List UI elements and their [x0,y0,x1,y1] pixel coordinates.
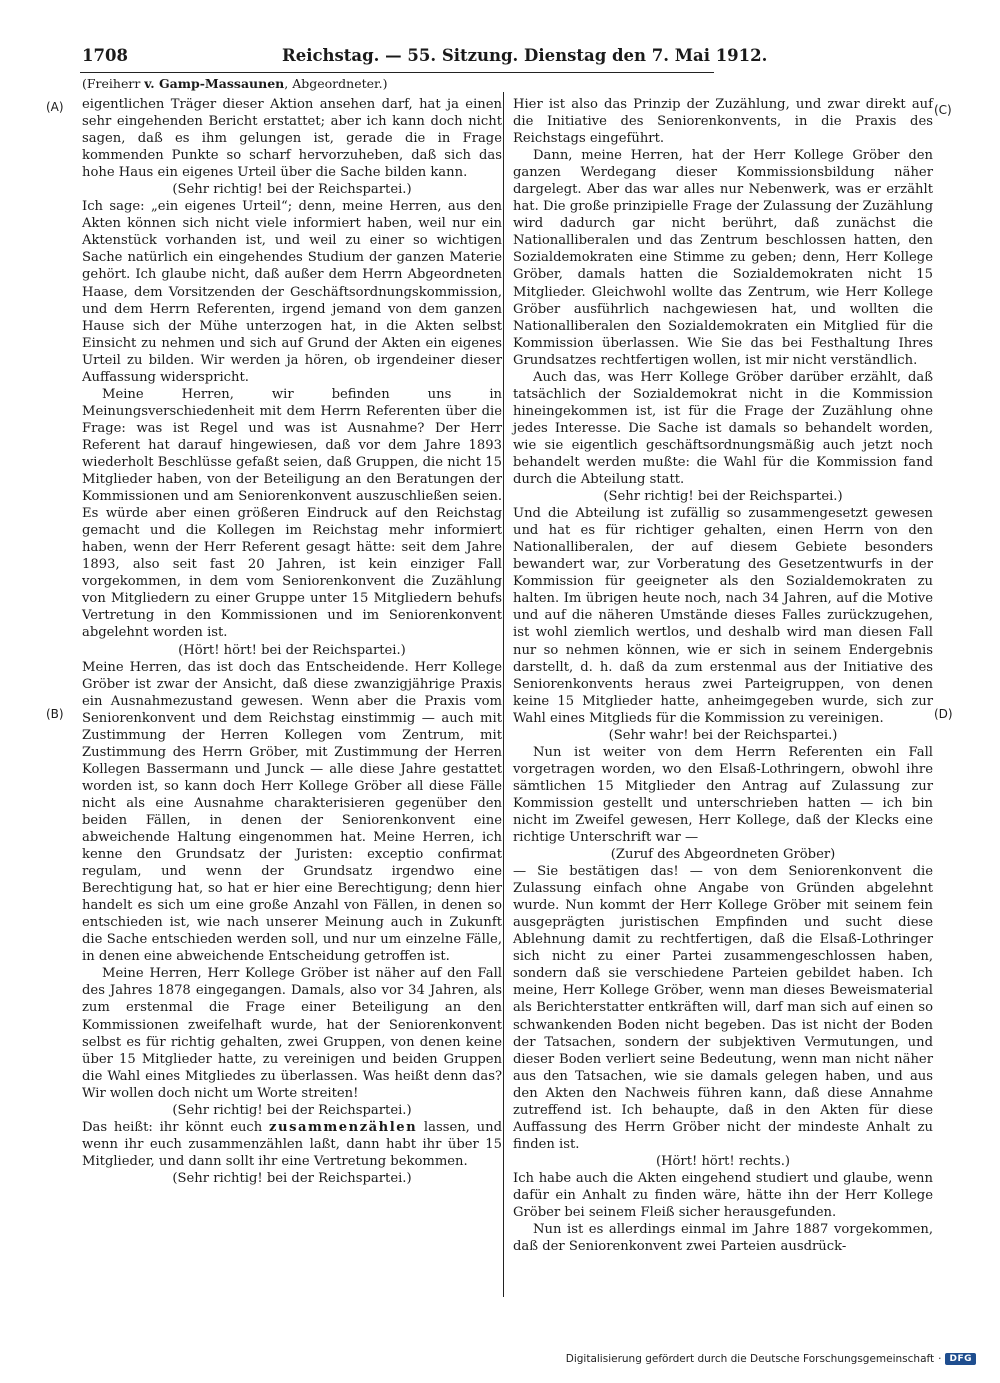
dfg-logo: DFG [945,1353,976,1365]
interjection: (Sehr richtig! bei der Reichspartei.) [172,1102,412,1118]
paragraph-continuation: eigentlichen Träger dieser Aktion ansehen darf, hat ja einen sehr eingehenden Bericht erstattet; aber ich kann doch nicht sagen, daß es ihm gelungen ist, gerade die in Frage kommenden Punkte so scharf hervorzuheben, daß sich das hohe Haus ein eigenes Urteil über die Sache bilden kann. [82,97,502,181]
paragraph-text: Das heißt: ihr könnt euch [82,1119,270,1135]
interjection: (Sehr wahr! bei der Reichspartei.) [608,727,838,743]
page-header [82,46,768,70]
interjection: (Hört! hört! rechts.) [655,1153,791,1169]
paragraph: Ich sage: „ein eigenes Urteil“; denn, meine Herren, aus den Akten können sich nicht viele informiert haben, weil nur ein Aktenstück vorhanden ist, und weil zu einer so wichtigen Sache natürlich ein eingehendes Studium der ganzen Materie gehört. Ich glaube nicht, daß außer dem Herrn Abgeordneten Haase, dem Vorsitzenden der Geschäftsordnungskommission, und dem Herrn Referenten, irgend jemand von dem ganzen Hause sich der Mühe unterzogen hat, in die Akten selbst Einsicht zu nehmen und sich auf Grund der Akten ein eigenes Urteil zu bilden. Wir werden ja hören, ob irgendeiner dieser Auffassung widerspricht. [82,199,502,385]
speaker-suffix: , Abgeordneter.) [284,76,388,91]
paragraph: Ich habe auch die Akten eingehend studiert und glaube, wenn dafür ein Anhalt zu finden wäre, hätte ihn der Herr Kollege Gröber bei seinem Fleiß sicher herausgefunden. [513,1170,933,1221]
interjection: (Sehr richtig! bei der Reichspartei.) [172,182,412,198]
speaker-name: v. Gamp-Massaunen [144,76,285,91]
speaker-line [82,76,387,91]
page-number: 1708 [82,46,128,65]
speaker-prefix: (Freiherr [82,76,145,91]
paragraph: Nun ist es allerdings einmal im Jahre 1887 vorgekommen, daß der Seniorenkonvent zwei Parteien ausdrück- [513,1222,933,1255]
interjection: (Hört! hört! bei der Reichspartei.) [178,642,406,658]
column-divider [503,92,504,1297]
running-title: Reichstag. — 55. Sitzung. Dienstag den 7. Mai 1912. [282,46,768,65]
paragraph: Auch das, was Herr Kollege Gröber darüber erzählt, daß tatsächlich der Sozialdemokrat nicht in die Kommission hineingekommen ist, ist für die Frage der Zuzählung ohne jedes Interesse. Die Sache ist damals so behandelt worden, wie sie eigentlich geschäftsordnungsmäßig auch jetzt noch behandelt werden mußte: die Wahl für die Kommission fand durch die Abteilung statt. [513,369,933,488]
paragraph: Nun ist weiter von dem Herrn Referenten ein Fall vorgetragen worden, wo den Elsaß-Lothringern, obwohl ihre sämtlichen 15 Mitglieder den Antrag auf Zulassung zur Kommission gestellt und unterschrieben hatten — ich bin nicht im Zweifel gewesen, Herr Kollege, daß der Klecks eine richtige Unterschrift war — [513,744,933,846]
paragraph: Meine Herren, das ist doch das Entscheidende. Herr Kollege Gröber ist zwar der Ansicht, daß diese zwanzigjährige Praxis ein Ausnahmezustand gewesen. Wenn aber die Praxis vom Seniorenkonvent und dem Reichstag einstimmig — auch mit Zustimmung der Herren Kollegen vom Zentrum, mit Zustimmung des Herrn Gröber, mit Zustimmung der Herren Kollegen Bassermann und Junck — alle diese Jahre gestattet worden ist, so kann doch Herr Kollege Gröber all diese Fälle nicht als eine Ausnahme charakterisieren gegenüber den beiden Fällen, in denen der Seniorenkonvent eine abweichende Haltung eingenommen hat. Meine Herren, ich kenne den Grundsatz der Juristen: exceptio confirmat regulam, und wenn der Grundsatz irgendwo eine Berechtigung hat, so hat er hier eine Berechtigung; denn hier handelt es sich um eine große Anzahl von Fällen, in denen so entschieden ist, wie nach unserer Meinung auch in Zukunft die Sache entschieden werden soll, und nur um einzelne Fälle, in denen eine abweichende Entscheidung getroffen ist. [82,659,502,965]
interjection: (Sehr richtig! bei der Reichspartei.) [603,489,843,505]
left-column [82,96,502,1187]
paragraph-continuation: Hier ist also das Prinzip der Zuzählung, und zwar direkt auf die Initiative des Seniorenkonvents, in die Praxis des Reichstags eingeführt. [513,97,933,147]
emphasis-word: zusammenzählen [269,1119,418,1135]
paragraph: Dann, meine Herren, hat der Herr Kollege Gröber den ganzen Werdegang dieser Kommissionsbildung näher dargelegt. Aber das war alles nur Nebenwerk, was er erzählt hat. Die große prinzipielle Frage der Zulassung der Zuzählung wird dadurch gar nicht berührt, daß zunächst die Nationalliberalen und das Zentrum beschlossen hatten, den Sozialdemokraten eine Stimme zu geben; denn, Herr Kollege Gröber, damals hatten die Sozialdemokraten nicht 15 Mitglieder. Gleichwohl wollte das Zentrum, wie Herr Kollege Gröber ausführlich nachgewiesen hat, und wollten die Nationalliberalen den Sozialdemokraten ein Mitglied für die Kommission überlassen. Wie Sie das bei Festhaltung Ihres Grundsatzes rechtfertigen wollen, ist mir nicht verständlich. [513,148,933,368]
paragraph: Meine Herren, wir befinden uns in Meinungsverschiedenheit mit dem Herrn Referenten über die Frage: was ist Regel und was ist Ausnahme? Der Herr Referent hat darauf hingewiesen, daß vor dem Jahre 1893 wiederholt Beschlüsse gefaßt seien, daß Gruppen, die nicht 15 Mitglieder haben, von der Beteiligung an den Beratungen der Kommissionen und am Seniorenkonvent auszuschließen seien. Es würde aber einen größeren Eindruck auf den Reichstag gemacht und die Kollegen im Reichstag mehr informiert haben, wenn der Herr Referent gesagt hätte: seit dem Jahre 1893, also seit fast 20 Jahren, ist kein einziger Fall vorgekommen, in dem vom Seniorenkonvent die Zuzählung von Mitgliedern zu einer Gruppe unter 15 Mitgliedern behufs Vertretung in den Kommissionen und im Seniorenkonvent abgelehnt worden ist. [82,386,502,641]
paragraph [82,1119,502,1170]
paragraph: — Sie bestätigen das! — von dem Seniorenkonvent die Zulassung einfach ohne Angabe von Gründen abgelehnt wurde. Nun kommt der Herr Kollege Gröber mit seinem fein ausgeprägten juristischen Empfinden und sucht diese Ablehnung damit zu rechtfertigen, daß die Elsaß-Lothringer sich nicht zu einer Partei zusammengeschlossen haben, sondern daß sie verschiedene Parteien gebildet haben. Ich meine, Herr Kollege Gröber, wenn man dieses Beweismaterial als Berichterstatter entkräften will, darf man sich auf einen so schwankenden Boden nicht begeben. Das ist nicht der Boden der Tatsachen, sondern der subjektiven Vermutungen, und dieser Boden verliert seine Bedeutung, wenn man nicht näher aus den Tatsachen, wie sie damals gelegen haben, und aus den Akten den Nachweis führen kann, daß diese Annahme zutreffend ist. Ich behaupte, daß in den Akten für diese Auffassung des Herrn Gröber nicht der mindeste Anhalt zu finden ist. [513,864,933,1152]
paragraph: Und die Abteilung ist zufällig so zusammengesetzt gewesen und hat es für richtiger gehalten, einen Herrn von den Nationalliberalen, der auf diesem Gebiete besonders bewandert war, zur Vorberatung des Gesetzentwurfs in der Kommission für geeigneter als den Sozialdemokraten zu halten. Im übrigen heute noch, nach 34 Jahren, auf die Motive und auf die näheren Umstände dieses Falles zurückzugehen, ist wohl ziemlich wertlos, und deshalb wird man diesen Fall nur so nehmen können, wie er sich in seinem Endergebnis darstellt, d. h. daß da zum erstenmal aus der Initiative des Seniorenkonvents heraus zwei Parteigruppen, von denen keine 15 Mitglieder hatte, anheimgegeben wurde, sich zur Wahl eines Mitglieds für die Kommission zu vereinigen. [513,506,933,726]
footer-text: Digitalisierung gefördert durch die Deutsche Forschungsgemeinschaft [565,1353,935,1365]
paragraph: Meine Herren, Herr Kollege Gröber ist näher auf den Fall des Jahres 1878 eingegangen. Damals, also vor 34 Jahren, als zum erstenmal die Frage einer Beteiligung an den Kommissionen zweifelhaft wurde, hat der Seniorenkonvent selbst es für richtig gehalten, zwei Gruppen, von denen keine über 15 Mitglieder hatte, zu vereinigen und beiden Gruppen die Wahl eines Mitgliedes zu überlassen. Was heißt denn das? Wir wollen doch nicht um Worte streiten! [82,966,502,1101]
margin-marker-c: (C) [934,103,952,117]
paragraph-text: lassen, und wenn ihr euch zusammenzählen laßt, dann habt ihr über 15 Mitglieder, und dann sollt ihr eine Vertretung bekommen. [82,1119,502,1169]
interjection: (Sehr richtig! bei der Reichspartei.) [172,1170,412,1186]
header-rule [80,72,714,73]
margin-marker-b: (B) [46,707,64,721]
interjection-zuruf: (Zuruf des Abgeordneten Gröber) [610,847,836,863]
footer-credit: Digitalisierung gefördert durch die Deutsche Forschungsgemeinschaft · DFG [566,1353,976,1365]
margin-marker-d: (D) [934,707,953,721]
margin-marker-a: (A) [46,100,64,114]
right-column [513,96,933,1255]
